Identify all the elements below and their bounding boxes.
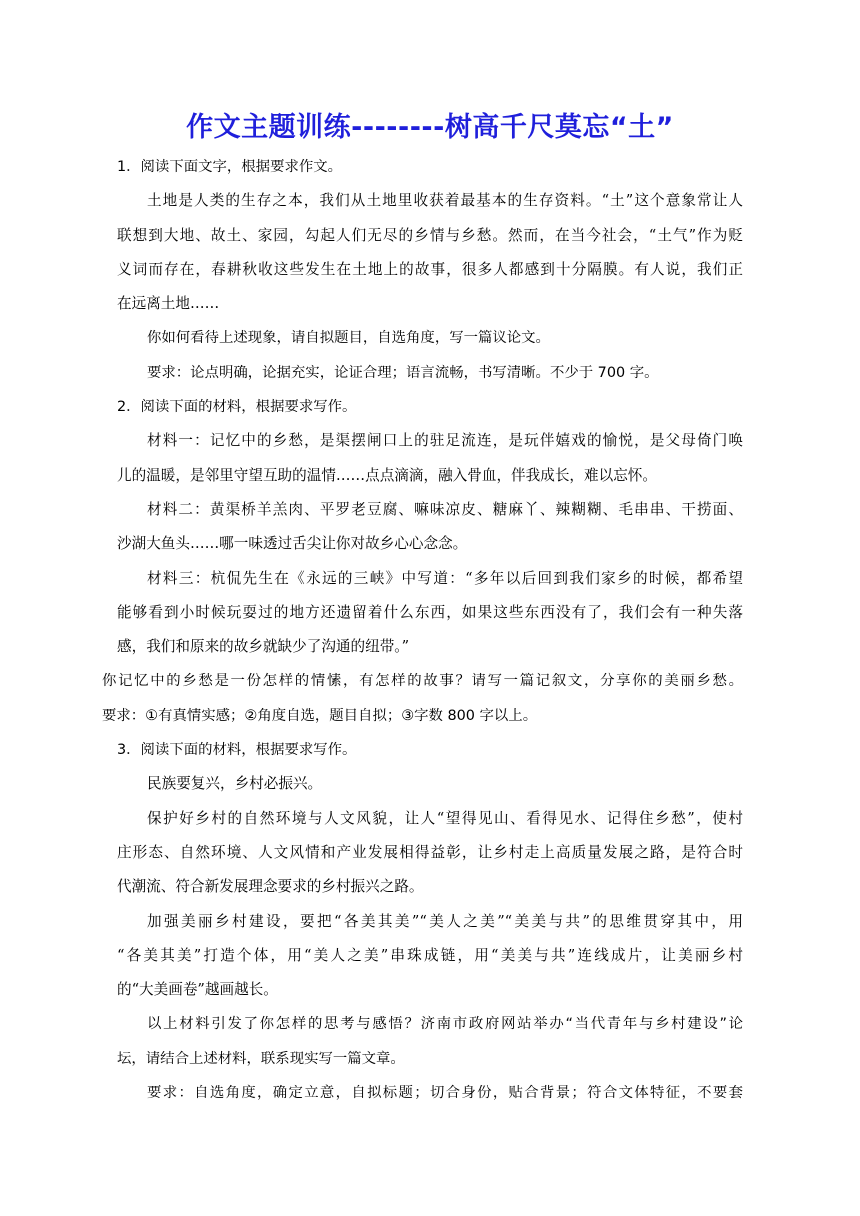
text-line: 义词而存在，春耕秋收这些发生在土地上的故事，很多人都感到十分隔膜。有人说，我们正	[117, 260, 743, 278]
text-line: 材料二：黄渠桥羊羔肉、平罗老豆腐、嘛味凉皮、糖麻丫、辣糊糊、毛串串、干捞面、	[147, 500, 743, 518]
text-line: 要求：①有真情实感；②角度自选，题目自拟；③字数 800 字以上。	[102, 707, 538, 724]
text-line: 3．阅读下面的材料，根据要求写作。	[117, 742, 357, 759]
text-line: 以上材料引发了你怎样的思考与感悟？济南市政府网站举办“当代青年与乡村建设”论	[147, 1016, 743, 1033]
text-line: 土地是人类的生存之本，我们从土地里收获着最基本的生存资料。“土”这个意象常让人	[147, 192, 743, 210]
text-line: 1．阅读下面文字，根据要求作文。	[117, 159, 343, 175]
text-line: “各美其美”打造个体，用“美人之美”串珠成链，用“美美与共”连线成片，让美丽乡村	[117, 946, 743, 964]
text-line: 儿的温暖，是邻里守望互助的温情……点点滴滴，融入骨血，伴我成长，难以忘怀。	[117, 466, 657, 484]
text-line: 民族要复兴，乡村必振兴。	[147, 775, 323, 793]
text-line: 庄形态、自然环境、人文风情和产业发展相得益彰，让乡村走上高质量发展之路，是符合时	[117, 843, 743, 861]
text-line: 加强美丽乡村建设，要把“各美其美”“美人之美”“美美与共”的思维贯穿其中，用	[147, 912, 743, 930]
text-line: 材料三：杭侃先生在《永远的三峡》中写道：“多年以后回到我们家乡的时候，都希望	[147, 569, 743, 587]
text-line: 你记忆中的乡愁是一份怎样的情愫，有怎样的故事？请写一篇记叙文，分享你的美丽乡愁。	[102, 673, 743, 690]
text-line: 联想到大地、故土、家园，勾起人们无尽的乡情与乡愁。然而，在当今社会，“土气”作为贬	[117, 226, 743, 244]
text-line: 保护好乡村的自然环境与人文风貌，让人“望得见山、看得见水、记得住乡愁”，使村	[147, 809, 743, 827]
text-line: 2．阅读下面的材料，根据要求写作。	[117, 399, 357, 416]
text-line: 代潮流、符合新发展理念要求的乡村振兴之路。	[117, 878, 424, 896]
text-line: 坛，请结合上述材料，联系现实写一篇文章。	[117, 1050, 405, 1067]
text-line: 感，我们和原来的故乡就缺少了沟通的纽带。”	[117, 638, 410, 656]
text-line: 的“大美画卷”越画越长。	[117, 981, 278, 999]
document-body	[102, 150, 743, 1110]
document-title: 作文主题训练--------树高千尺莫忘“土”	[186, 112, 674, 143]
text-line: 要求：自选角度，确定立意，自拟标题；切合身份，贴合背景；符合文体特征，不要套	[147, 1085, 743, 1102]
text-line: 材料一：记忆中的乡愁，是渠摆闸口上的驻足流连，是玩伴嬉戏的愉悦，是父母倚门唤	[147, 432, 743, 450]
text-line: 能够看到小时候玩耍过的地方还遗留着什么东西，如果这些东西没有了，我们会有一种失落	[117, 603, 743, 621]
text-line: 你如何看待上述现象，请自拟题目，自选角度，写一篇议论文。	[147, 330, 550, 347]
text-line: 在远离土地……	[117, 295, 220, 313]
text-line: 要求：论点明确，论据充实，论证合理；语言流畅，书写清晰。不少于 700 字。	[147, 364, 659, 381]
text-line: 沙湖大鱼头……哪一味透过舌尖让你对故乡心心念念。	[117, 535, 468, 553]
